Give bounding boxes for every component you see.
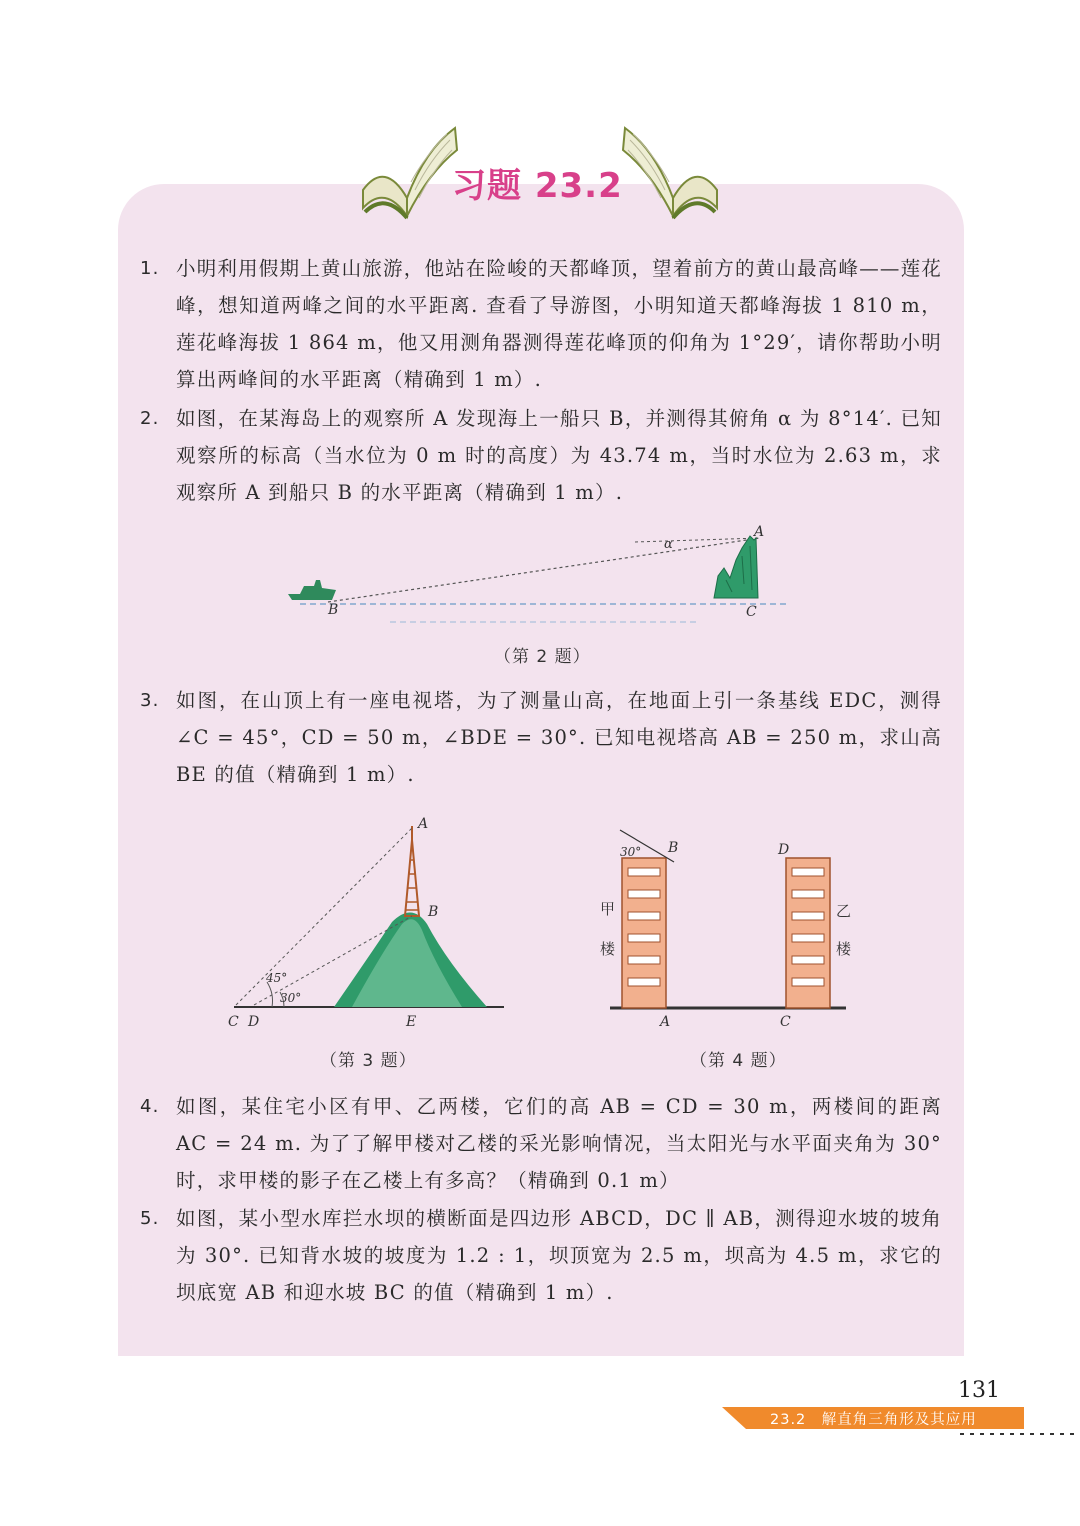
problem-text: 如图，某住宅小区有甲、乙两楼，它们的高 AB = CD = 30 m，两楼间的距离 AC = 24 m. 为了了解甲楼对乙楼的采光影响情况，当太阳光与水平面夹角为 30° 时，求甲楼的影子在乙楼上有多高？（精确到 0.1 m） — [176, 1095, 942, 1192]
problem-text: 如图，在某海岛上的观察所 A 发现海上一船只 B，并测得其俯角 α 为 8°14′. 已知观察所的标高（当水位为 0 m 时的高度）为 43.74 m，当时水位为 2.63 m，求观察所 A 到船只 B 的水平距离（精确到 1 m）. — [176, 407, 942, 504]
problem-number: 4. — [140, 1096, 160, 1117]
label-b: B — [328, 602, 339, 618]
angle-30-label: 30° — [620, 845, 642, 859]
label-c: C — [780, 1014, 791, 1030]
label-alpha: α — [664, 537, 673, 552]
problem-number: 2. — [140, 408, 160, 429]
label-yi: 乙 — [836, 902, 852, 920]
tv-tower-icon — [405, 840, 419, 916]
label-b: B — [668, 840, 679, 856]
problem-number: 3. — [140, 690, 160, 711]
horizontal-line — [635, 538, 760, 542]
page-number: 131 — [958, 1378, 1000, 1403]
figure-2-caption: （第 2 题） — [494, 647, 591, 667]
ship-icon — [288, 580, 336, 600]
angle-45-label: 45° — [266, 971, 288, 985]
problem-text: 如图，某小型水库拦水坝的横断面是四边形 ABCD，DC ∥ AB，测得迎水坡的坡角为 30°. 已知背水坡的坡度为 1.2 : 1，坝顶宽为 2.5 m，坝高为 4.5 m，求它的坝底宽 AB 和迎水坡 BC 的值（精确到 1 m）. — [176, 1207, 942, 1304]
label-e: E — [406, 1014, 417, 1030]
problem-text: 如图，在山顶上有一座电视塔，为了测量山高，在地面上引一条基线 EDC，测得 ∠C = 45°，CD = 50 m，∠BDE = 30°. 已知电视塔高 AB = 250 m，求山高 BE 的值（精确到 1 m）. — [176, 689, 942, 786]
exercise-title: 习题 23.2 — [452, 166, 623, 206]
open-book-left-icon — [355, 120, 465, 220]
sight-line — [328, 538, 760, 602]
figure-2-diagram — [280, 520, 800, 630]
label-a: A — [418, 816, 429, 832]
label-d: D — [248, 1014, 260, 1030]
label-a: A — [660, 1014, 671, 1030]
label-jia: 甲 — [600, 900, 616, 918]
label-a: A — [754, 524, 765, 540]
problem-number: 1. — [140, 258, 160, 279]
problem-number: 5. — [140, 1208, 160, 1229]
label-lou-2: 楼 — [836, 940, 852, 958]
figure-4-caption: （第 4 题） — [690, 1051, 787, 1071]
figure-3-diagram — [222, 812, 512, 1032]
section-footer-label: 23.2 解直角三角形及其应用 — [770, 1412, 977, 1428]
building-jia — [622, 858, 666, 1008]
problem-text: 小明利用假期上黄山旅游，他站在险峻的天都峰顶，望着前方的黄山最高峰——莲花峰，想知道两峰之间的水平距离. 查看了导游图，小明知道天都峰海拔 1 810 m，莲花峰海拔 1 864 m，他又用测角器测得莲花峰顶的仰角为 1°29′，请你帮助小明算出两峰间的水平距离（精确到 1 m）. — [176, 257, 942, 391]
open-book-right-icon — [615, 120, 725, 220]
label-d: D — [778, 842, 790, 858]
label-c: C — [228, 1014, 239, 1030]
angle-30-label: 30° — [280, 991, 302, 1005]
footer-dots — [960, 1432, 1080, 1436]
figure-4-diagram — [596, 824, 856, 1036]
building-yi — [786, 858, 830, 1008]
label-lou-1: 楼 — [600, 940, 616, 958]
label-c: C — [746, 604, 757, 620]
figure-3-caption: （第 3 题） — [320, 1051, 417, 1071]
label-b: B — [428, 904, 439, 920]
